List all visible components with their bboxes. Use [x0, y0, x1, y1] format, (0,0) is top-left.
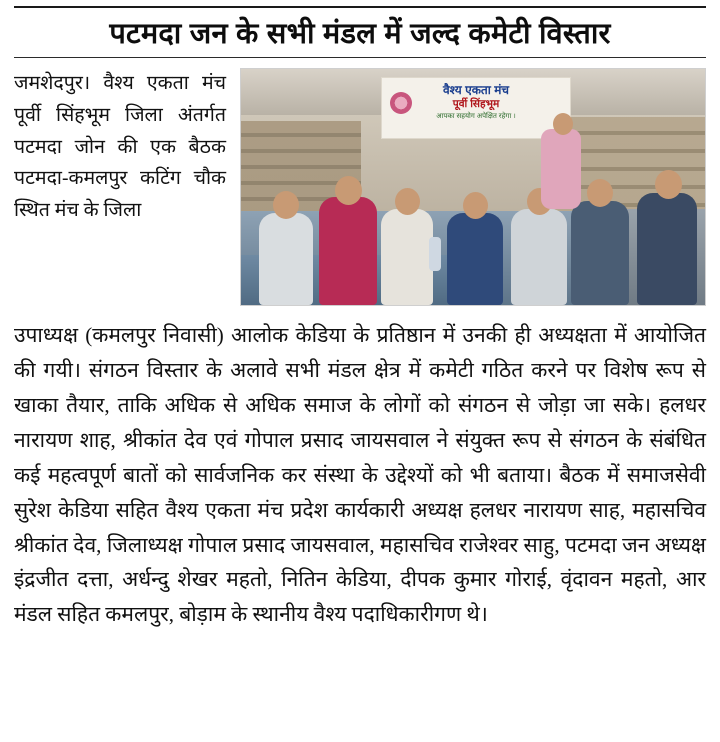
article-body-paragraph: उपाध्यक्ष (कमलपुर निवासी) आलोक केडिया के प्रतिष्ठान में उनकी ही अध्यक्षता में आयोजित की गयी। संगठन विस्तार के अलावे सभी मंडल क्षेत्र में कमेटी गठित करने पर विशेष रूप से खाका तैयार, ताकि अधिक से अधिक समाज के लोगों को संगठन से जोड़ा जा सके। हलधर नारायण शाह, श्रीकांत देव एवं गोपाल प्रसाद जायसवाल ने संयुक्त रूप से संगठन के संबंधित कई महत्वपूर्ण बातों को सार्वजनिक कर संस्था के उद्देश्यों को भी बताया। बैठक में समाजसेवी सुरेश केडिया सहित वैश्य एकता मंच प्रदेश कार्यकारी अध्यक्ष हलधर नारायण साह, महासचिव श्रीकांत देव, जिलाध्यक्ष गोपाल प्रसाद जायसवाल, महासचिव राजेश्वर साहु, पटमदा जन अध्यक्ष इंद्रजीत दत्ता, अर्धन्दु शेखर महतो, नितिन केडिया, दीपक कुमार गोराई, वृंदावन महतो, आर मंडल सहित कमलपुर, बोड़ाम के स्थानीय वैश्य पदाधिकारीगण थे। [14, 323, 706, 627]
meeting-photo [240, 68, 706, 306]
article-body [14, 318, 706, 632]
photo-person [319, 197, 377, 305]
page-title: पटमदा जन के सभी मंडल में जल्द कमेटी विस्तार [109, 18, 611, 50]
photo-person [447, 213, 503, 305]
photo-person [511, 209, 567, 305]
banner-line-1: वैश्य एकता मंच [443, 83, 509, 98]
article-photo-wrapper [240, 68, 706, 306]
photo-person [381, 209, 433, 305]
photo-person [571, 201, 629, 305]
banner-line-2: पूर्वी सिंहभूम [452, 98, 500, 111]
photo-person [637, 193, 697, 305]
photo-bottle [429, 237, 441, 271]
lead-paragraph: जमशेदपुर। वैश्य एकता मंच पूर्वी सिंहभूम जिला अंतर्गत पटमदा जोन की एक बैठक पटमदा-कमलपुर कटिंग चौक स्थित मंच के जिला [14, 73, 226, 221]
photo-banner [381, 77, 571, 139]
article-top-section [14, 68, 706, 306]
top-divider [14, 6, 706, 8]
newspaper-article-page [0, 6, 720, 742]
banner-line-3: आपका सहयोग अपेक्षित रहेगा । [436, 112, 516, 120]
photo-person [259, 213, 313, 305]
headline-divider [14, 57, 706, 58]
photo-person-standing [541, 129, 581, 209]
